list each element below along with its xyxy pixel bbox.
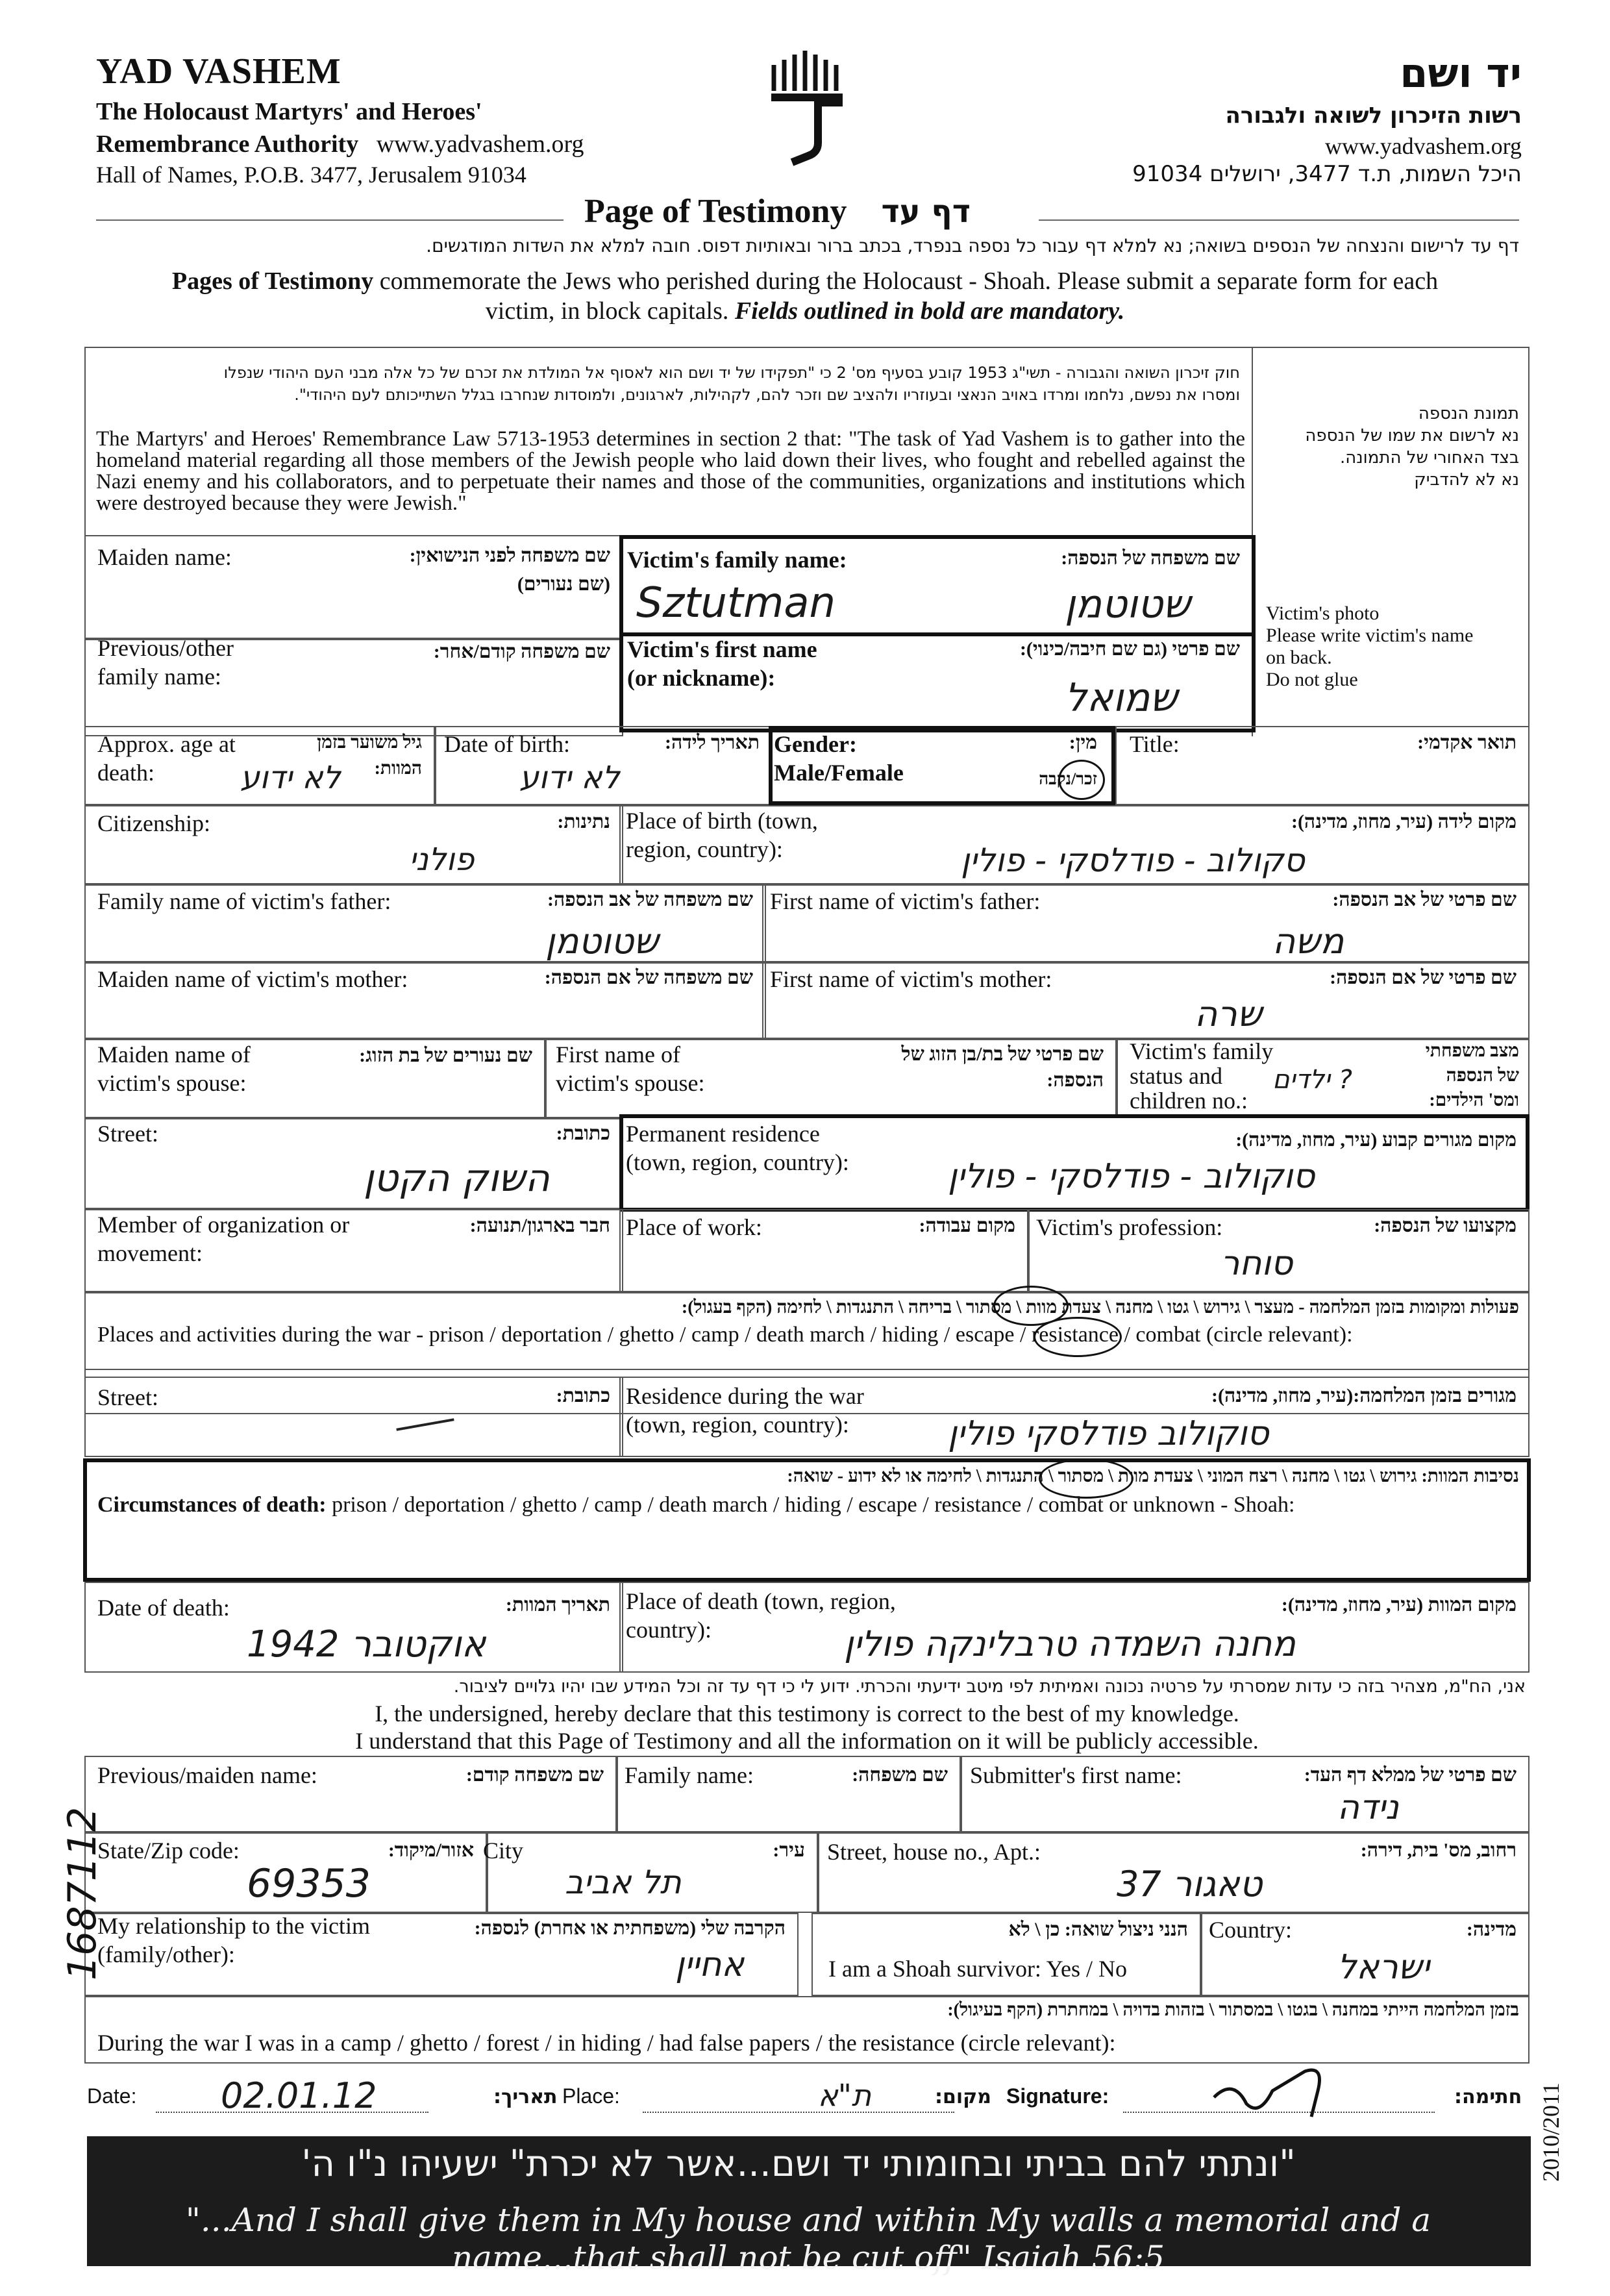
address-en: Hall of Names, P.O.B. 3477, Jerusalem 91034 bbox=[96, 162, 526, 188]
age-value[interactable]: לא ידוע bbox=[240, 760, 341, 796]
perm-label-en-2: (town, region, country): bbox=[626, 1149, 849, 1175]
photo-en-2: Please write victim's name bbox=[1266, 625, 1474, 646]
fam-label-en: Victim's family name: bbox=[627, 547, 847, 573]
first-label-en bbox=[627, 635, 817, 692]
signature-label-en: Signature: bbox=[1006, 2084, 1109, 2108]
place-value[interactable]: ת"א bbox=[818, 2078, 872, 2113]
sp-first-label-he-1: שם פרטי של בת/בן הזוג של bbox=[901, 1043, 1104, 1065]
sub-street-label-en: Street, house no., Apt.: bbox=[827, 1839, 1041, 1865]
perm-label-en bbox=[626, 1119, 849, 1177]
dod-label-en: Date of death: bbox=[97, 1595, 230, 1621]
yad-vashem-logo bbox=[766, 45, 844, 169]
intro-en-bold: Pages of Testimony bbox=[171, 268, 374, 295]
street2-label-en: Street: bbox=[97, 1384, 158, 1410]
first-label-en-2: (or nickname): bbox=[627, 665, 776, 691]
org-sub2-line bbox=[96, 130, 584, 158]
sub-war-label-he: בזמן המלחמה הייתי במחנה \ בגטו \ במסתור \ בזהות בדויה \ במחתרת (הקף בעיגול): bbox=[947, 2000, 1519, 2020]
member-label-en-1: Member of organization or bbox=[97, 1212, 350, 1238]
age-label-en-1: Approx. age at bbox=[97, 731, 236, 757]
submitter-first-value[interactable]: נידה bbox=[1337, 1788, 1399, 1827]
photo-en-3: on back. bbox=[1266, 647, 1332, 668]
perm-label-en-1: Permanent residence bbox=[626, 1121, 820, 1147]
member-label-en-2: movement: bbox=[97, 1240, 203, 1266]
website-he: www.yadvashem.org bbox=[1325, 133, 1522, 159]
survivor-label-he: הנני ניצול שואה: כן \ לא bbox=[1008, 1919, 1188, 1940]
citizenship-value[interactable]: פולני bbox=[409, 842, 475, 878]
war-act-label-he: פעולות ומקומות בזמן המלחמה - מעצר \ גירוש \ גטו \ מחנה \ צעדת מוות \ מסתור \ בריחה \ התנגדות \ לחימה (הקף בעגול): bbox=[681, 1297, 1519, 1317]
age-label-en-2: death: bbox=[97, 760, 155, 786]
rel-label-en-1: My relationship to the victim bbox=[97, 1913, 370, 1939]
sp-maiden-label-he: שם נעורים של בת הזוג: bbox=[359, 1045, 532, 1066]
death-circ-label-en-bold: Circumstances of death: bbox=[97, 1493, 327, 1517]
pob-label-en-2: region, country): bbox=[626, 836, 783, 862]
street2-label-he: כתובת: bbox=[556, 1385, 610, 1406]
fam-status-label-he bbox=[1389, 1039, 1519, 1113]
sp-maiden-label-en bbox=[97, 1040, 251, 1097]
fam-status-label-he-2: של הנספה bbox=[1446, 1066, 1519, 1086]
intro-en bbox=[78, 266, 1532, 326]
page-title-en: Page of Testimony bbox=[584, 193, 847, 230]
title-label-he: תואר אקדמי: bbox=[1417, 732, 1517, 753]
fam-status-label-he-1: מצב משפחתי bbox=[1425, 1041, 1519, 1061]
pob-label-en-1: Place of birth (town, bbox=[626, 808, 818, 834]
address-he: היכל השמות, ת.ד 3477, ירושלים 91034 bbox=[1132, 161, 1522, 187]
page-title-he: דף עד bbox=[881, 193, 971, 230]
fam-status-label-he-3: ומס' הילדים: bbox=[1429, 1090, 1519, 1110]
title-label-en: Title: bbox=[1130, 731, 1180, 757]
age-label-en bbox=[97, 730, 236, 787]
sub-prev-label-he: שם משפחה קודם: bbox=[465, 1764, 604, 1786]
gender-label-en-1: Gender: bbox=[774, 731, 857, 757]
rel-label-en-2: (family/other): bbox=[97, 1941, 235, 1967]
org-sub1: The Holocaust Martyrs' and Heroes' bbox=[96, 98, 482, 125]
sub-prev-label-en: Previous/maiden name: bbox=[97, 1762, 317, 1788]
sp-maiden-label-en-2: victim's spouse: bbox=[97, 1070, 247, 1096]
war-act-label-en: Places and activities during the war - prison / deportation / ghetto / camp / death march / hiding / escape / resistance / combat (circle relevant): bbox=[97, 1323, 1353, 1347]
photo-he bbox=[1259, 403, 1519, 491]
gender-label-he2[interactable]: זכר/נקבה bbox=[1039, 769, 1097, 788]
org-sub-he: רשות הזיכרון לשואה ולגבורה bbox=[1225, 103, 1522, 129]
victim-family-name-latin[interactable]: Sztutman bbox=[636, 579, 836, 627]
res-war-label-he: מגורים בזמן המלחמה:(עיר, מחוז, מדינה): bbox=[1211, 1385, 1517, 1406]
maiden-label-he: שם משפחה לפני הנישואין: bbox=[409, 545, 610, 566]
city-label-en: City bbox=[483, 1838, 524, 1864]
cit-label-en: Citizenship: bbox=[97, 810, 210, 836]
maiden-label-he2: (שם נעורים) bbox=[517, 573, 610, 595]
country-value[interactable]: ישראל bbox=[1337, 1948, 1430, 1987]
photo-he-4: נא לא להדביק bbox=[1414, 470, 1519, 490]
pod-label-he: מקום המוות (עיר, מחוז, מדינה): bbox=[1281, 1594, 1517, 1616]
profession-value[interactable]: סוחר bbox=[1220, 1244, 1293, 1283]
rel-label-he: הקרבה שלי (משפחתית או אחרת) לנספה: bbox=[474, 1917, 786, 1939]
photo-he-3: בצד האחורי של התמונה. bbox=[1339, 448, 1519, 468]
prev-label-en-1: Previous/other bbox=[97, 635, 234, 661]
pob-label-en bbox=[626, 806, 818, 864]
org-name-he: יד ושם bbox=[1400, 49, 1522, 97]
mfirst-label-he: שם פרטי של אם הנספה: bbox=[1330, 967, 1517, 988]
work-label-en: Place of work: bbox=[626, 1214, 762, 1240]
zip-label-en: State/Zip code: bbox=[97, 1838, 240, 1864]
gender-label-en bbox=[774, 730, 904, 787]
side-year: 2010/2011 bbox=[1538, 2082, 1564, 2182]
sub-street-label-he: רחוב, מס' בית, דירה: bbox=[1360, 1840, 1517, 1861]
zip-label-he: אזור/מיקוד: bbox=[388, 1840, 474, 1861]
sub-war-label-en: During the war I was in a camp / ghetto / forest / in hiding / had false papers / the resistance (circle relevant): bbox=[97, 2030, 1116, 2056]
sub-fam-label-en: Family name: bbox=[625, 1762, 754, 1788]
place-label-en: Place: bbox=[562, 2084, 620, 2108]
ffirst-label-he: שם פרטי של אב הנספה: bbox=[1332, 889, 1517, 910]
prev-label-he: שם משפחה קודם/אחר: bbox=[433, 641, 610, 662]
place-line bbox=[643, 2112, 954, 2113]
death-circ-label-en-rest: prison / deportation / ghetto / camp / death march / hiding / escape / resistance / combat or unknown - Shoah: bbox=[326, 1493, 1295, 1517]
fam-status-label-en-2: status and bbox=[1130, 1063, 1222, 1089]
father-family-value[interactable]: שטוטמן bbox=[545, 921, 659, 962]
sub-first-label-en: Submitter's first name: bbox=[970, 1762, 1182, 1788]
intro-he: דף עד לרישום והנצחה של הנספים בשואה; נא למלא דף עבור כל נספה בנפרד, בכתב ברור ובאותיות דפוס. חובה למלא את השדות המודגשים. bbox=[426, 235, 1519, 256]
victim-first-name[interactable]: שמואל bbox=[1065, 675, 1178, 721]
sp-maiden-label-en-1: Maiden name of bbox=[97, 1042, 251, 1067]
pob-value[interactable]: סקולוב - פודלסקי - פולין bbox=[961, 842, 1305, 879]
work-label-he: מקום עבודה: bbox=[919, 1215, 1015, 1236]
country-label-he: מדינה: bbox=[1466, 1919, 1517, 1940]
photo-he-2: נא לרשום את שמו של הנספה bbox=[1305, 426, 1519, 445]
father-first-value[interactable]: משה bbox=[1272, 921, 1344, 962]
fam-status-label-en-3: children no.: bbox=[1130, 1088, 1248, 1114]
sp-first-label-en bbox=[556, 1040, 704, 1097]
sp-first-label-en-1: First name of bbox=[556, 1042, 680, 1067]
res-war-label-en-1: Residence during the war bbox=[626, 1383, 864, 1409]
mmaiden-label-en: Maiden name of victim's mother: bbox=[97, 966, 408, 992]
family-status-value[interactable]: ילדים ? bbox=[1272, 1065, 1352, 1095]
org-sub2: Remembrance Authority bbox=[96, 131, 359, 158]
rel-label-en bbox=[97, 1912, 370, 1969]
prof-label-en: Victim's profession: bbox=[1036, 1214, 1223, 1240]
date-value[interactable]: 02.01.12 bbox=[221, 2075, 377, 2116]
ffam-label-en: Family name of victim's father: bbox=[97, 888, 391, 914]
gender-label-he: מין: bbox=[1069, 732, 1097, 753]
street-label-he: כתובת: bbox=[556, 1123, 610, 1144]
law-en: The Martyrs' and Heroes' Remembrance Law 5713-1953 determines in section 2 that: "The task of Yad Vashem is to gather into the homeland material regarding all those members of the Jewish people who laid down their lives, who fought and rebelled against the Nazi enemy and his collaborators, and to perpetuate their names and those of the communities, organizations and institutions which were destroyed because they were Jewish." bbox=[96, 427, 1245, 515]
sp-first-label-he-2: הנספה: bbox=[1046, 1069, 1104, 1091]
side-number: 1687112 bbox=[60, 1806, 105, 1980]
place-of-death-value[interactable]: מחנה השמדה טרבלינקה פולין bbox=[844, 1623, 1296, 1664]
law-he-2: ומסרו את נפשם, נלחמו ומרדו באויב הנאצי ובעוזריו ולהציב שם וזכר להם, לקהילות, לארגונים, ולמוסדות שנחרבו בגלל השתייכותם לעם היהודי". bbox=[294, 386, 1240, 404]
fam-status-label-en bbox=[1130, 1039, 1273, 1113]
sub-first-label-he: שם פרטי של ממלא דף העד: bbox=[1304, 1764, 1517, 1786]
header-rule-right bbox=[1039, 219, 1519, 221]
submitter-street-value[interactable]: טאגור 37 bbox=[1117, 1864, 1263, 1904]
dob-label-he: תאריך לידה: bbox=[665, 732, 760, 753]
res-war-label-en-2: (town, region, country): bbox=[626, 1412, 849, 1438]
relationship-value[interactable]: אחיין bbox=[675, 1945, 745, 1984]
ffirst-label-en: First name of victim's father: bbox=[770, 888, 1041, 914]
photo-en-1: Victim's photo bbox=[1266, 603, 1380, 624]
signature-label-he: חתימה: bbox=[1454, 2086, 1522, 2108]
footer-quote-he: "ונתתי להם בביתי ובחומותי יד ושם...אשר לא יכרת" ישעיהו נ"ו ה' bbox=[301, 2143, 1296, 2185]
pod-label-en-1: Place of death (town, region, bbox=[626, 1588, 896, 1614]
country-label-en: Country: bbox=[1209, 1917, 1293, 1943]
maiden-label-en: Maiden name: bbox=[97, 544, 232, 570]
intro-en-2: victim, in block capitals. bbox=[485, 297, 735, 325]
declaration-en-1: I, the undersigned, hereby declare that this testimony is correct to the best of my knowledge. bbox=[375, 1701, 1239, 1727]
date-label-he: תאריך: bbox=[493, 2086, 558, 2108]
declaration-en-2: I understand that this Page of Testimony and all the information on it will be publicly accessible. bbox=[355, 1728, 1259, 1754]
mother-first-value[interactable]: שרה bbox=[1195, 993, 1263, 1034]
photo-en-4: Do not glue bbox=[1266, 669, 1358, 690]
signature-scribble[interactable] bbox=[1208, 2052, 1350, 2123]
gender-label-en-2: Male/Female bbox=[774, 760, 904, 786]
dob-value[interactable]: לא ידוע bbox=[519, 760, 620, 796]
victim-family-name-he[interactable]: שטוטמן bbox=[1065, 582, 1191, 627]
dod-label-he: תאריך המוות: bbox=[505, 1594, 610, 1616]
perm-value[interactable]: סוקולוב - פודלסקי - פולין bbox=[948, 1157, 1315, 1196]
ffam-label-he: שם משפחה של אב הנספה: bbox=[547, 889, 753, 910]
zip-value[interactable]: 69353 bbox=[247, 1861, 371, 1906]
intro-en-1: commemorate the Jews who perished during the Holocaust - Shoah. Please submit a separate form for each bbox=[373, 268, 1439, 295]
res-war-label-en bbox=[626, 1382, 864, 1439]
date-of-death-value[interactable]: 1942 אוקטובר bbox=[247, 1623, 486, 1666]
death-circ-label-en bbox=[97, 1491, 1294, 1519]
pob-label-he: מקום לידה (עיר, מחוז, מדינה): bbox=[1291, 811, 1517, 832]
residence-war-value[interactable]: סוקולוב פודלסקי פולין bbox=[948, 1414, 1269, 1453]
perm-label-he: מקום מגורים קבוע (עיר, מחוז, מדינה): bbox=[1235, 1129, 1517, 1151]
fam-status-label-en-1: Victim's family bbox=[1130, 1038, 1274, 1064]
age-label-he: גיל משוער בזמן המוות: bbox=[317, 732, 422, 779]
sub-fam-label-he: שם משפחה: bbox=[852, 1764, 948, 1786]
website-en: www.yadvashem.org bbox=[376, 131, 584, 158]
war-act-escape-circle bbox=[1034, 1317, 1122, 1357]
prof-label-he: מקצועו של הנספה: bbox=[1374, 1215, 1517, 1236]
survivor-label-en[interactable]: I am a Shoah survivor: Yes / No bbox=[828, 1956, 1127, 1982]
dob-label-en: Date of birth: bbox=[444, 731, 570, 757]
date-line bbox=[156, 2112, 428, 2113]
pod-label-en-2: country): bbox=[626, 1617, 712, 1643]
footer-quote-en: "...And I shall give them in My house and within My walls a memorial and a name...that shall not be cut off" Isaiah 56:5 bbox=[185, 2201, 1431, 2277]
prev-label-en bbox=[97, 634, 234, 691]
first-label-he: שם פרטי (גם שם חיבה/כינוי): bbox=[1019, 638, 1240, 660]
city-value[interactable]: תל אביב bbox=[565, 1864, 682, 1901]
page-title bbox=[584, 192, 971, 231]
photo-en bbox=[1266, 603, 1473, 691]
mmaiden-label-he: שם משפחה של אם הנספה: bbox=[544, 967, 753, 988]
member-label-he: חבר בארגון/תנועה: bbox=[469, 1215, 610, 1236]
law-he-1: חוק זיכרון השואה והגבורה - תשי"ג 1953 קובע בסעיף מס' 2 כי "תפקידו של יד ושם הוא לאסוף אל המולדת את זכרם של כל אלה מבני העם היהודי שנפלו bbox=[223, 364, 1240, 382]
photo-he-1: תמונת הנספה bbox=[1418, 404, 1519, 423]
place-label-he: מקום: bbox=[935, 2086, 991, 2108]
city-label-he: עיר: bbox=[773, 1840, 805, 1861]
org-name-en: YAD VASHEM bbox=[96, 51, 341, 92]
date-label-en: Date: bbox=[87, 2084, 137, 2108]
death-circ-label-he: נסיבות המוות: גירוש \ גטו \ מחנה \ רצח המוני \ צעדת מוות \ מסתור \ התנגדות \ לחימה או לא ידוע - שואה: bbox=[787, 1466, 1519, 1486]
death-circ-mass-murder-circle bbox=[1039, 1458, 1133, 1499]
prev-label-en-2: family name: bbox=[97, 664, 221, 690]
first-label-en-1: Victim's first name bbox=[627, 636, 817, 662]
street-value[interactable]: השוק הקטן bbox=[364, 1156, 550, 1200]
cit-label-he: נתינות: bbox=[557, 811, 610, 832]
fam-label-he: שם משפחה של הנספה: bbox=[1061, 547, 1240, 569]
member-label-en bbox=[97, 1210, 349, 1267]
sp-first-label-en-2: victim's spouse: bbox=[556, 1070, 705, 1096]
header-rule-left bbox=[96, 219, 564, 221]
intro-en-italic: Fields outlined in bold are mandatory. bbox=[734, 297, 1125, 325]
sp-first-label-he bbox=[844, 1042, 1104, 1093]
gender-male-circle bbox=[1058, 760, 1105, 800]
mfirst-label-en: First name of victim's mother: bbox=[770, 966, 1052, 992]
declaration-he: אני, הח"מ, מצהיר בזה כי עדות שמסרתי על פרטיה נכונה ואמיתית לפי מיטב ידיעתי והכרתי. ידוע לי כי דף עד זה וכל המידע שבו יהיו גלויים לציבור. bbox=[453, 1677, 1526, 1697]
street-label-en: Street: bbox=[97, 1121, 158, 1147]
